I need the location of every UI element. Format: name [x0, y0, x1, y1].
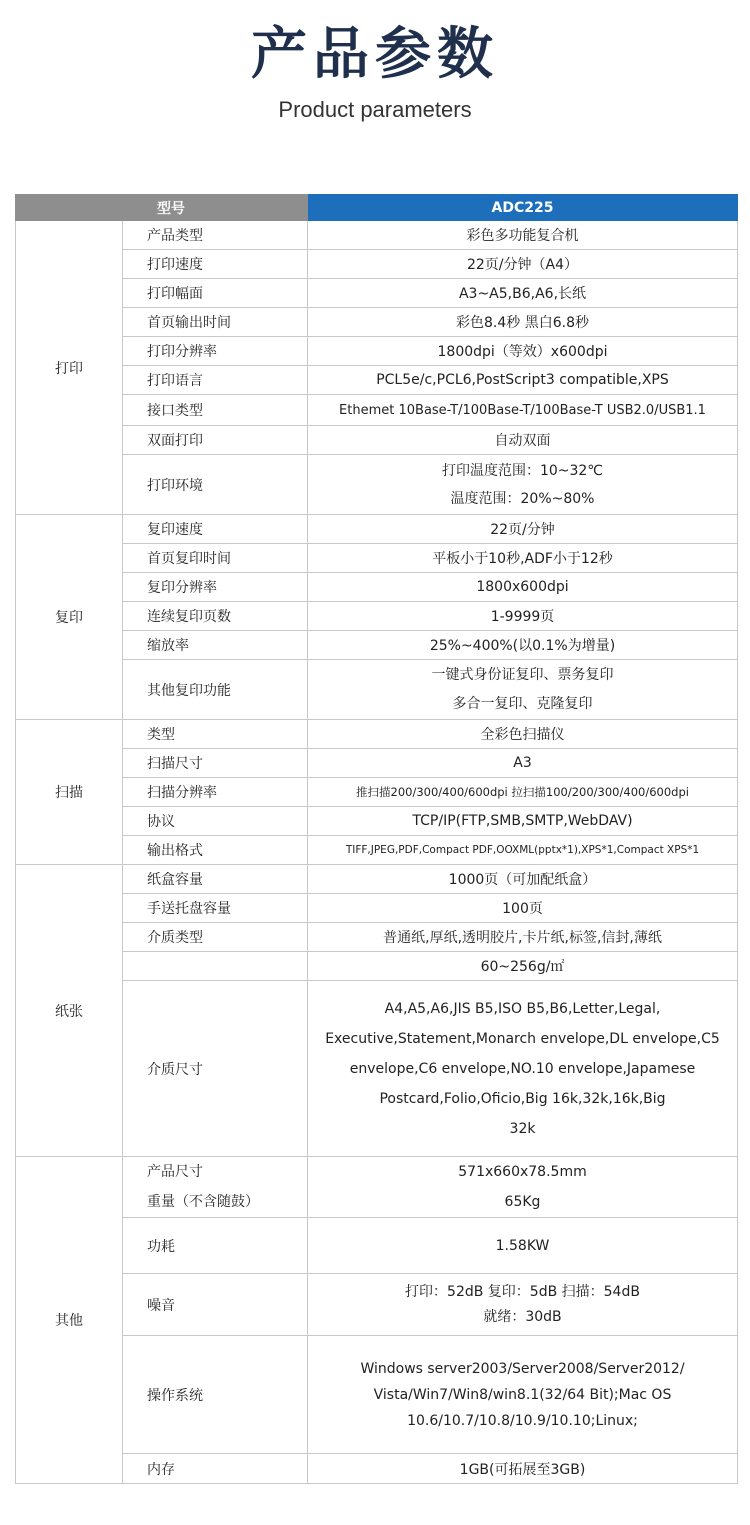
row-value: A3	[308, 749, 738, 778]
table-row	[16, 1454, 738, 1484]
row-label: 噪音	[123, 1274, 308, 1336]
row-label: 类型	[123, 720, 308, 749]
row-value	[308, 1274, 738, 1336]
row-label: 功耗	[123, 1218, 308, 1274]
table-row	[16, 865, 738, 894]
row-label: 操作系统	[123, 1336, 308, 1454]
row-value: TCP/IP(FTP,SMB,SMTP,WebDAV)	[308, 807, 738, 836]
row-value: 自动双面	[308, 426, 738, 455]
row-value-line: Postcard,Folio,Oficio,Big 16k,32k,16k,Big	[379, 1090, 666, 1107]
row-value: 1-9999页	[308, 602, 738, 631]
row-label: 其他复印功能	[123, 660, 308, 720]
table-row	[16, 778, 738, 807]
table-row	[16, 544, 738, 573]
table-row	[16, 308, 738, 337]
row-value: 1000页（可加配纸盒）	[308, 865, 738, 894]
table-row	[16, 573, 738, 602]
row-label-line: 重量（不含随鼓）	[147, 1194, 259, 1210]
row-label: 连续复印页数	[123, 602, 308, 631]
row-label-line: 产品尺寸	[147, 1164, 203, 1180]
row-label: 双面打印	[123, 426, 308, 455]
row-value: 22页/分钟	[308, 515, 738, 544]
row-value-line: Vista/Win7/Win8/win8.1(32/64 Bit);Mac OS	[373, 1386, 672, 1403]
table-row	[16, 1218, 738, 1274]
row-value-line: 32k	[509, 1120, 536, 1137]
row-label: 缩放率	[123, 631, 308, 660]
row-value: 彩色8.4秒 黑白6.8秒	[308, 308, 738, 337]
row-value-line: Executive,Statement,Monarch envelope,DL envelope,C5	[325, 1030, 720, 1047]
spec-table	[15, 194, 738, 1484]
row-label: 扫描分辨率	[123, 778, 308, 807]
row-value	[308, 981, 738, 1157]
row-value: 100页	[308, 894, 738, 923]
group-label-scan: 扫描	[16, 720, 123, 865]
row-value	[308, 1336, 738, 1454]
row-value: 全彩色扫描仪	[308, 720, 738, 749]
table-row	[16, 515, 738, 544]
row-value: Ethemet 10Base-T/100Base-T/100Base-T USB2.0/USB1.1	[308, 395, 738, 426]
table-row	[16, 807, 738, 836]
header-model-value: ADC225	[308, 195, 738, 221]
row-label: 复印速度	[123, 515, 308, 544]
table-row	[16, 395, 738, 426]
row-label: 打印语言	[123, 366, 308, 395]
row-value: 22页/分钟（A4）	[308, 250, 738, 279]
row-label: 接口类型	[123, 395, 308, 426]
table-row	[16, 602, 738, 631]
header-model-label: 型号	[123, 195, 308, 221]
row-value: 1800x600dpi	[308, 573, 738, 602]
row-value-line: A4,A5,A6,JIS B5,ISO B5,B6,Letter,Legal,	[384, 1000, 661, 1017]
table-row	[16, 426, 738, 455]
row-value: 60~256g/㎡	[308, 952, 738, 981]
row-value-line: 多合一复印、克隆复印	[452, 695, 593, 712]
table-row	[16, 279, 738, 308]
group-label-print: 打印	[16, 221, 123, 515]
table-row	[16, 366, 738, 395]
table-row	[16, 923, 738, 952]
row-value-line: 打印温度范围：10~32℃	[441, 462, 604, 479]
row-label: 首页输出时间	[123, 308, 308, 337]
page-subtitle: Product parameters	[278, 97, 472, 122]
row-value-line: 571x660x78.5mm	[458, 1164, 587, 1180]
row-value: 1800dpi（等效）x600dpi	[308, 337, 738, 366]
row-value: 普通纸,厚纸,透明胶片,卡片纸,标签,信封,薄纸	[308, 923, 738, 952]
table-row	[16, 1157, 738, 1218]
row-value: 1GB(可拓展至3GB)	[308, 1454, 738, 1484]
table-row	[16, 981, 738, 1157]
row-value-line: Windows server2003/Server2008/Server2012/	[360, 1360, 685, 1377]
table-row	[16, 720, 738, 749]
row-label: 打印速度	[123, 250, 308, 279]
row-label	[123, 952, 308, 981]
row-value-line: 65Kg	[504, 1194, 541, 1210]
table-row	[16, 952, 738, 981]
row-value-line: 就绪：30dB	[483, 1308, 562, 1325]
table-row	[16, 337, 738, 366]
table-header-row	[16, 195, 738, 221]
row-value: 25%~400%(以0.1%为增量)	[308, 631, 738, 660]
group-label-other: 其他	[16, 1157, 123, 1484]
row-value-line: 温度范围：20%~80%	[450, 490, 595, 507]
row-value: 平板小于10秒,ADF小于12秒	[308, 544, 738, 573]
row-value	[308, 455, 738, 515]
row-label: 产品类型	[123, 221, 308, 250]
table-row	[16, 1274, 738, 1336]
table-row	[16, 836, 738, 865]
table-row	[16, 631, 738, 660]
row-value: 推扫描200/300/400/600dpi 拉扫描100/200/300/400/600dpi	[308, 778, 738, 807]
table-row	[16, 894, 738, 923]
row-label: 复印分辨率	[123, 573, 308, 602]
row-value	[308, 1157, 738, 1218]
row-label	[123, 1157, 308, 1218]
row-label: 首页复印时间	[123, 544, 308, 573]
row-label: 协议	[123, 807, 308, 836]
row-value: 1.58KW	[308, 1218, 738, 1274]
row-label: 内存	[123, 1454, 308, 1484]
row-label: 打印环境	[123, 455, 308, 515]
table-row	[16, 221, 738, 250]
table-row	[16, 749, 738, 778]
row-value: A3~A5,B6,A6,长纸	[308, 279, 738, 308]
page-title: 产品参数	[251, 22, 499, 87]
group-label-paper: 纸张	[16, 865, 123, 1157]
row-label: 介质类型	[123, 923, 308, 952]
row-value-line: envelope,C6 envelope,NO.10 envelope,Japamese	[349, 1060, 696, 1077]
row-value: 彩色多功能复合机	[308, 221, 738, 250]
row-value-line: 10.6/10.7/10.8/10.9/10.10;Linux;	[407, 1412, 638, 1429]
row-value-line: 一键式身份证复印、票务复印	[431, 666, 614, 683]
row-value-line: 打印：52dB 复印：5dB 扫描：54dB	[405, 1283, 640, 1300]
row-label: 扫描尺寸	[123, 749, 308, 778]
row-label: 介质尺寸	[123, 981, 308, 1157]
row-value	[308, 660, 738, 720]
table-row	[16, 1336, 738, 1454]
row-value: TIFF,JPEG,PDF,Compact PDF,OOXML(pptx*1),XPS*1,Compact XPS*1	[308, 836, 738, 865]
row-label: 纸盒容量	[123, 865, 308, 894]
row-label: 打印幅面	[123, 279, 308, 308]
row-label: 手送托盘容量	[123, 894, 308, 923]
row-label: 输出格式	[123, 836, 308, 865]
row-value: PCL5e/c,PCL6,PostScript3 compatible,XPS	[308, 366, 738, 395]
group-label-copy: 复印	[16, 515, 123, 720]
table-row	[16, 660, 738, 720]
table-row	[16, 455, 738, 515]
table-row	[16, 250, 738, 279]
row-label: 打印分辨率	[123, 337, 308, 366]
header-blank-cell	[16, 195, 123, 221]
